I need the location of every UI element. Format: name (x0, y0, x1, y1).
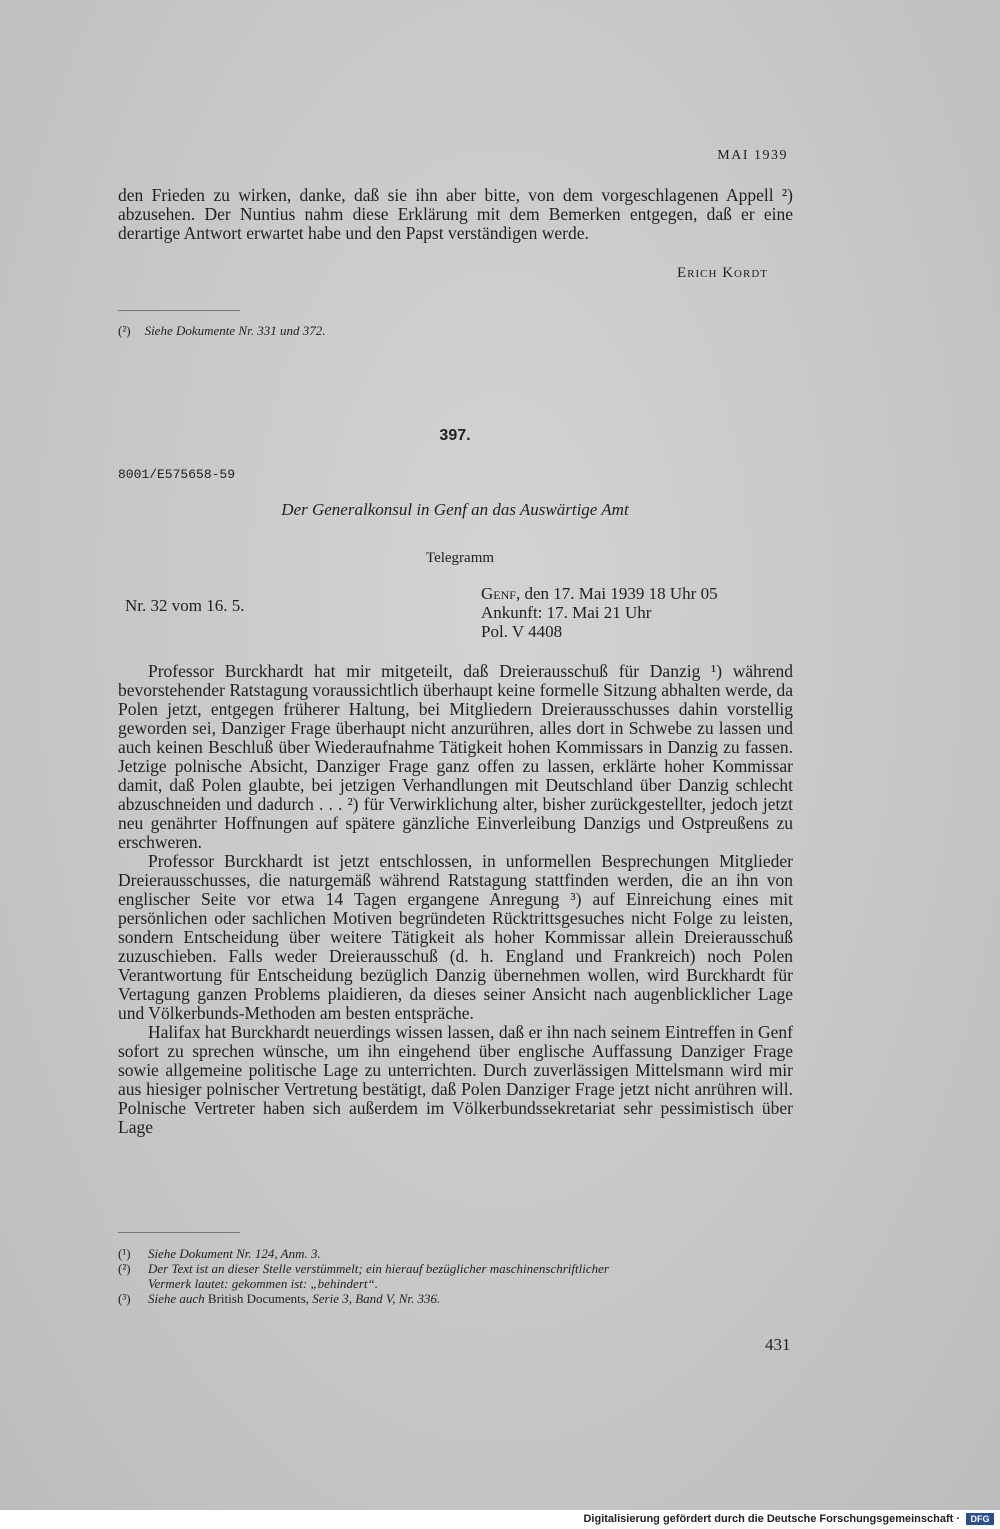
footnote-divider-top (118, 310, 240, 311)
footnote-3-text-c: Serie 3, Band V, Nr. 336. (312, 1291, 441, 1306)
footnote-2-cont-text: Vermerk lautet: gekommen ist: „behindert“. (148, 1276, 378, 1291)
document-type: Telegramm (425, 550, 495, 566)
footnote-3-text (148, 1291, 440, 1306)
body-paragraph-1: Professor Burckhardt hat mir mitgeteilt, daß Dreierausschuß für Danzig ¹) während bevorstehender Ratstagung voraussichtlich überhaupt keine formelle Sitzung abhalten werde, da Polen jetzt, entgegen früherer Haltung, bei Mitgliedern Dreierausschusses dahin vorstellig geworden sei, Danziger Frage überhaupt nicht anzurühren, alles dort in Schwebe zu lassen und auch keinen Beschluß über Wiederaufnahme Tätigkeit hohen Kommissars in Danzig zu fassen. Jetzige polnische Absicht, Danziger Frage ganz offen zu lassen, erklärte hoher Kommissar damit, daß Polen glaubte, bei jetzigen Verhandlungen mit Deutschland über Danzig schlecht abzuschneiden und dadurch . . . ²) für Verwirklichung alter, bisher zurückgestellter, jedoch jetzt neu genährter Hoffnungen auf spätere gänzliche Einverleibung Danzigs und Ostpreußens zu erschweren. (118, 661, 793, 852)
page-number: 431 (765, 1335, 791, 1354)
sent-date-time: , den 17. Mai 1939 18 Uhr 05 (515, 584, 718, 603)
running-header-date: MAI 1939 (717, 148, 788, 163)
document-title: Der Generalkonsul in Genf an das Auswärtige Amt (281, 500, 629, 519)
footnote-2-text: Der Text ist an dieser Stelle verstümmelt; ein hierauf bezüglicher maschinenschriftlicher (148, 1261, 609, 1276)
intro-paragraph (118, 186, 793, 243)
footnote-3-text-a: Siehe auch (148, 1291, 208, 1306)
arrival-line: Ankunft: 17. Mai 21 Uhr (481, 603, 652, 622)
signature: Erich Kordt (677, 265, 768, 281)
telegram-meta (481, 584, 718, 641)
body-paragraph-3: Halifax hat Burckhardt neuerdings wissen lassen, daß er ihn nach seinem Eintreffen in Genf sofort zu sprechen wünsche, um ihn eingehend über englische Auffassung Danziger Frage sowie allgemeine politische Lage zu unterrichten. Durch zuverlässigen Mittelsmann wird mir aus hiesiger polnischer Vertretung bestätigt, daß Polen Danziger Frage jetzt nicht anrühren will. Polnische Vertreter haben sich außerdem im Völkerbundssekretariat sehr pessimistisch über Lage (118, 1022, 793, 1137)
dfg-logo-icon: DFG (966, 1513, 994, 1525)
footnote-2-continued (118, 1276, 808, 1291)
footnote-3-num: (³) (118, 1291, 131, 1306)
footnote-1-num: (¹) (118, 1246, 131, 1261)
footnote-1-text: Siehe Dokument Nr. 124, Anm. 3. (148, 1246, 321, 1261)
intro-footnote-num: (²) (118, 323, 131, 338)
reference-line: Pol. V 4408 (481, 622, 563, 641)
telegram-number: Nr. 32 vom 16. 5. (125, 596, 245, 615)
document-number: 397. (439, 427, 471, 444)
footnote-2-cont-num (118, 1276, 148, 1291)
footnote-3 (118, 1291, 808, 1306)
footnote-1 (118, 1246, 808, 1261)
intro-text: den Frieden zu wirken, danke, daß sie ihn aber bitte, von dem vorgeschlagenen Appell ²) abzusehen. Der Nuntius nahm diese Erklärung mit dem Bemerken entgegen, daß er eine derartige Antwort erwartet habe und den Papst verständigen werde. (118, 185, 793, 243)
body-paragraph-2: Professor Burckhardt ist jetzt entschlossen, in unformellen Besprechungen Mitglieder Dreierausschusses, die naturgemäß während Ratstagung stattfinden werden, die an ihn von englischer Seite vor etwa 14 Tagen ergangene Anregung ³) auf Einreichung eines mit persönlichen oder sachlichen Motiven begründeten Rücktrittsgesuches nicht Folge zu leisten, sondern Entscheidung über weitere Tätigkeit als hoher Kommissar allein Dreierausschuß zuzuschieben. Falls weder Dreierausschuß (d. h. England und Frankreich) noch Polen Verantwortung für Entscheidung bezüglich Danzig übernehmen wollen, wird Burckhardt für Vertagung ganzen Problems plaidieren, da dieses seiner Ansicht nach augenblicklicher Lage und Völkerbunds-Methoden am besten entspräche. (118, 851, 793, 1023)
telegram-body (118, 662, 793, 1137)
footnote-2 (118, 1261, 808, 1276)
sent-place: Genf (481, 584, 516, 603)
footnote-divider-bottom (118, 1232, 240, 1233)
intro-footnote (118, 322, 325, 339)
footnotes (118, 1246, 808, 1306)
digitization-credit: Digitalisierung gefördert durch die Deutsche Forschungsgemeinschaft · (583, 1513, 960, 1525)
footnote-3-text-b: British Documents, (207, 1291, 313, 1306)
intro-footnote-text: Siehe Dokumente Nr. 331 und 372. (144, 323, 326, 338)
sent-line (481, 584, 718, 603)
archive-reference: 8001/E575658-59 (118, 467, 236, 482)
footnote-2-num: (²) (118, 1261, 131, 1276)
